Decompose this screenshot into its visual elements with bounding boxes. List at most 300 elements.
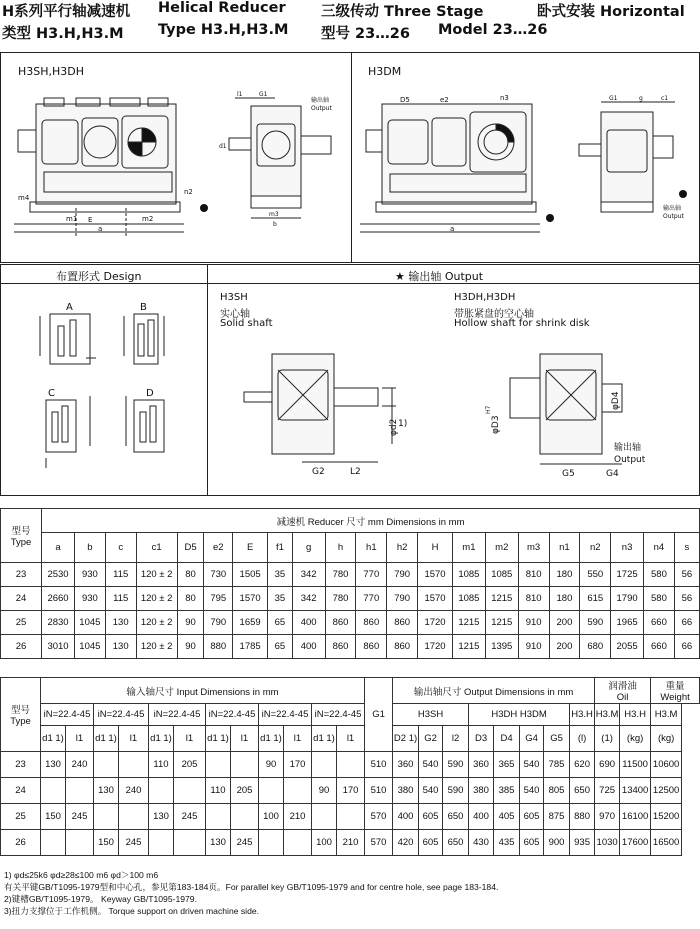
t2-cell: 605 <box>520 804 544 830</box>
t2-output-col-header: G5 <box>544 726 570 752</box>
t1-cell: 580 <box>644 587 675 611</box>
dim-a-label: a <box>98 225 103 233</box>
t2-row-type: 23 <box>1 752 41 778</box>
t2-cell <box>119 752 149 778</box>
t1-cell: 90 <box>177 611 204 635</box>
t2-cell: 605 <box>419 804 443 830</box>
t2-cell: 130 <box>41 752 66 778</box>
t2-cell: 385 <box>494 778 520 804</box>
t2-cell: 10600 <box>651 752 682 778</box>
t1-cell: 1570 <box>418 587 453 611</box>
t2-cell: 150 <box>94 830 119 856</box>
t1-type-header <box>1 509 42 563</box>
t1-cell: 615 <box>580 587 611 611</box>
gearbox-side-view-right <box>565 92 695 232</box>
t2-input-col-header: d1 1) <box>312 726 337 752</box>
label-note1: 1) <box>398 419 408 429</box>
t1-cell: 120 ± 2 <box>136 611 177 635</box>
t2-unit-header: (kg) <box>620 726 651 752</box>
t1-cell: 1785 <box>233 635 268 659</box>
t2-cell: 15200 <box>651 804 682 830</box>
t2-ratio-2: iN=22.4-45 <box>94 704 149 726</box>
t1-col-header: h1 <box>356 533 387 563</box>
t2-cell: 400 <box>469 804 494 830</box>
t2-cell: 110 <box>206 778 231 804</box>
t2-cell: 570 <box>365 804 393 830</box>
t1-cell: 2530 <box>42 563 75 587</box>
t2-cell <box>149 778 174 804</box>
t1-cell: 200 <box>549 635 580 659</box>
design-letter-d: D <box>146 388 154 399</box>
t2-cell: 650 <box>443 830 469 856</box>
design-letter-c: C <box>48 388 55 399</box>
footnote-1b: 有关平键GB/T1095-1979型和中心孔，参见第183-184页。For parallel key GB/T1095-1979 and for centre hole, see page 183-184. <box>4 882 499 892</box>
t1-cell: 930 <box>74 563 105 587</box>
t2-unit-header: (l) <box>570 726 595 752</box>
t2-oil-col-m: H3.M <box>595 704 620 726</box>
t2-output-col-header: G4 <box>520 726 544 752</box>
t2-cell: 405 <box>494 804 520 830</box>
t1-cell: 120 ± 2 <box>136 635 177 659</box>
t1-cell: 910 <box>518 611 549 635</box>
t2-input-title: 输入轴尺寸 Input Dimensions in mm <box>41 678 365 704</box>
t2-cell: 805 <box>544 778 570 804</box>
t2-cell <box>312 752 337 778</box>
t2-cell: 150 <box>41 804 66 830</box>
t2-weight-col-h: H3.H <box>620 704 651 726</box>
t1-cell: 1045 <box>74 635 105 659</box>
t1-cell: 56 <box>674 563 699 587</box>
design-arrangements <box>30 296 190 486</box>
t2-cell: 240 <box>66 752 94 778</box>
t2-unit-header: (kg) <box>651 726 682 752</box>
t1-col-header: s <box>674 533 699 563</box>
callout-3-side <box>679 190 687 198</box>
t1-cell: 2830 <box>42 611 75 635</box>
t2-cell: 100 <box>312 830 337 856</box>
t2-cell: 360 <box>469 752 494 778</box>
t2-cell: 400 <box>393 804 419 830</box>
t2-oil-cn: 润滑油 <box>608 681 637 692</box>
t2-row <box>1 830 700 856</box>
t2-weight-title <box>651 678 700 704</box>
t1-row <box>1 587 700 611</box>
label-g2: G2 <box>312 467 325 477</box>
t2-cell: 210 <box>337 830 365 856</box>
t2-cell: 110 <box>149 752 174 778</box>
t2-cell: 540 <box>520 778 544 804</box>
t2-cell: 13400 <box>620 778 651 804</box>
t2-cell: 210 <box>284 804 312 830</box>
design-letter-b: B <box>140 302 147 313</box>
t2-cell: 1030 <box>595 830 620 856</box>
t1-cell: 780 <box>325 563 356 587</box>
t2-cell: 11500 <box>620 752 651 778</box>
t1-cell: 400 <box>292 611 325 635</box>
dim-g-label: g <box>639 95 643 102</box>
t1-cell: 115 <box>105 563 136 587</box>
t2-cell: 935 <box>570 830 595 856</box>
t1-cell: 130 <box>105 635 136 659</box>
t2-output-title: 输出轴尺寸 Output Dimensions in mm <box>393 678 595 704</box>
t2-cell: 900 <box>544 830 570 856</box>
t1-cell: 342 <box>292 587 325 611</box>
t1-cell: 880 <box>204 635 233 659</box>
t1-cell: 910 <box>518 635 549 659</box>
t2-cell: 420 <box>393 830 419 856</box>
t2-ratio-1: iN=22.4-45 <box>41 704 94 726</box>
t1-cell: 580 <box>644 563 675 587</box>
t1-type-header-cn: 型号 <box>11 526 31 537</box>
label-out-cn: 输出轴 <box>614 443 642 453</box>
t2-cell: 245 <box>66 804 94 830</box>
t2-row <box>1 778 700 804</box>
t1-col-header: n2 <box>580 533 611 563</box>
page-header <box>0 0 700 48</box>
t2-input-col-header: l1 <box>284 726 312 752</box>
t1-cell: 1085 <box>452 563 485 587</box>
t2-cell: 245 <box>231 830 259 856</box>
t2-row <box>1 804 700 830</box>
t2-h3sh: H3SH <box>393 704 469 726</box>
t2-cell: 16500 <box>651 830 682 856</box>
t2-cell <box>312 804 337 830</box>
t1-cell: 1085 <box>485 563 518 587</box>
t1-cell: 1659 <box>233 611 268 635</box>
design-title: 布置形式 Design <box>56 270 142 283</box>
t2-cell <box>94 804 119 830</box>
t1-cell: 1215 <box>452 635 485 659</box>
t1-col-header: c1 <box>136 533 177 563</box>
t1-type-header-en: Type <box>10 537 32 548</box>
t2-cell <box>94 752 119 778</box>
t2-cell: 130 <box>149 804 174 830</box>
t1-cell: 1720 <box>418 635 453 659</box>
header-model-cn: 型号 23…26 <box>321 26 410 42</box>
t2-cell <box>206 804 231 830</box>
t2-output-col-header: D2 1) <box>393 726 419 752</box>
callout-3-right <box>546 214 554 222</box>
header-series-cn: H系列平行轴减速机 <box>2 4 131 20</box>
t2-cell: 650 <box>443 804 469 830</box>
t1-cell: 1395 <box>485 635 518 659</box>
t1-cell: 80 <box>177 587 204 611</box>
label-d4: φD4 <box>611 391 621 410</box>
t1-cell: 65 <box>268 611 293 635</box>
header-mount: 卧式安装 Horizontal <box>537 4 685 20</box>
t1-col-header: n4 <box>644 533 675 563</box>
t2-oil-title <box>595 678 651 704</box>
dim-a-label-right: a <box>450 225 455 233</box>
t1-col-header: n1 <box>549 533 580 563</box>
t2-cell <box>231 804 259 830</box>
t2-cell: 360 <box>393 752 419 778</box>
t1-cell: 790 <box>387 587 418 611</box>
dim-g1-label-right: G1 <box>609 95 618 102</box>
label-d3: φD3 <box>491 415 501 434</box>
t1-cell: 790 <box>387 563 418 587</box>
t2-cell: 130 <box>206 830 231 856</box>
header-type-cn: 类型 H3.H,H3.M <box>2 26 124 42</box>
label-g4: G4 <box>606 469 619 479</box>
t1-col-header: h <box>325 533 356 563</box>
t2-row <box>1 752 700 778</box>
t2-cell <box>259 830 284 856</box>
t1-cell: 730 <box>204 563 233 587</box>
footnote-1: 1) φd≤25k6 φd≥28≤100 m6 φd＞100 m6 <box>4 870 159 880</box>
t2-output-col-header: l2 <box>443 726 469 752</box>
output-label-en-right: Output <box>663 213 684 220</box>
t2-cell: 12500 <box>651 778 682 804</box>
t2-input-col-header: l1 <box>337 726 365 752</box>
t2-cell: 100 <box>259 804 284 830</box>
t2-unit-header: (1) <box>595 726 620 752</box>
t2-input-col-header: l1 <box>231 726 259 752</box>
t1-col-header: D5 <box>177 533 204 563</box>
t2-output-col-header: G2 <box>419 726 443 752</box>
t2-cell <box>284 830 312 856</box>
t2-ratio-4: iN=22.4-45 <box>206 704 259 726</box>
t1-cell: 400 <box>292 635 325 659</box>
t1-cell: 860 <box>356 611 387 635</box>
t2-cell: 380 <box>469 778 494 804</box>
t2-cell: 17600 <box>620 830 651 856</box>
t2-cell: 245 <box>174 804 206 830</box>
shaft-dimensions-table <box>0 677 700 856</box>
t1-cell: 35 <box>268 587 293 611</box>
t2-cell: 690 <box>595 752 620 778</box>
header-stage: 三级传动 Three Stage <box>321 4 484 20</box>
t2-cell: 90 <box>259 752 284 778</box>
output-left-title: H3SH <box>220 292 248 303</box>
t2-cell <box>284 778 312 804</box>
t1-cell: 115 <box>105 587 136 611</box>
t1-col-header: f1 <box>268 533 293 563</box>
output-right-title: H3DH,H3DH <box>454 292 516 303</box>
t2-input-col-header: d1 1) <box>206 726 231 752</box>
t2-cell: 540 <box>419 778 443 804</box>
t1-cell: 130 <box>105 611 136 635</box>
t1-col-header: H <box>418 533 453 563</box>
t2-type-header-cn: 型号 <box>10 705 30 716</box>
t1-cell: 860 <box>325 611 356 635</box>
t2-oil-col-h: H3.H <box>570 704 595 726</box>
t2-input-col-header: d1 1) <box>41 726 66 752</box>
t2-cell: 240 <box>119 778 149 804</box>
output-right-cn: 带胀紧盘的空心轴 <box>454 309 534 320</box>
dim-b-label: b <box>273 221 277 228</box>
t1-cell: 35 <box>268 563 293 587</box>
label-g5: G5 <box>562 469 575 479</box>
t1-cell: 790 <box>204 611 233 635</box>
t1-cell: 680 <box>580 635 611 659</box>
footnotes <box>4 869 700 917</box>
gearbox-front-view-left <box>14 90 214 240</box>
t2-ratio-5: iN=22.4-45 <box>259 704 312 726</box>
t1-cell: 2055 <box>611 635 644 659</box>
t2-cell: 170 <box>284 752 312 778</box>
t2-input-col-header: d1 1) <box>94 726 119 752</box>
t1-cell: 770 <box>356 563 387 587</box>
t1-row <box>1 635 700 659</box>
t1-cell: 860 <box>387 635 418 659</box>
footnote-3: 3)扭力支撑位于工作机侧。 Torque support on driven machine side. <box>4 906 260 916</box>
t1-cell: 795 <box>204 587 233 611</box>
t1-cell: 80 <box>177 563 204 587</box>
dim-n2-label: n2 <box>184 188 193 196</box>
t1-cell: 66 <box>674 635 699 659</box>
t1-cell: 1085 <box>452 587 485 611</box>
callout-3-left <box>200 204 208 212</box>
dim-e-label: E <box>88 216 93 224</box>
label-l2: L2 <box>350 467 361 477</box>
t1-cell: 810 <box>518 563 549 587</box>
t2-cell <box>231 752 259 778</box>
t2-input-col-header: d1 1) <box>149 726 174 752</box>
hollow-shaft-drawing <box>470 344 670 484</box>
t1-title: 减速机 Reducer 尺寸 mm Dimensions in mm <box>42 509 700 533</box>
t2-output-col-header: D3 <box>469 726 494 752</box>
dim-d1-label: d1 <box>219 143 227 150</box>
solid-shaft-drawing <box>232 344 432 484</box>
t2-cell <box>66 778 94 804</box>
t1-cell: 1570 <box>418 563 453 587</box>
t2-cell: 605 <box>520 830 544 856</box>
t1-cell: 860 <box>325 635 356 659</box>
t2-cell: 380 <box>393 778 419 804</box>
t1-cell: 1570 <box>233 587 268 611</box>
dim-n3-label: n3 <box>500 94 509 102</box>
t2-cell: 16100 <box>620 804 651 830</box>
t2-type-header <box>1 678 41 752</box>
dim-e2-label: e2 <box>440 96 449 104</box>
dim-d5-label: D5 <box>400 96 410 104</box>
t2-cell: 785 <box>544 752 570 778</box>
t2-cell: 430 <box>469 830 494 856</box>
t1-cell: 590 <box>580 611 611 635</box>
t2-weight-col-m: H3.M <box>651 704 682 726</box>
t1-cell: 860 <box>387 611 418 635</box>
t2-cell <box>174 830 206 856</box>
t2-row-type: 26 <box>1 830 41 856</box>
t2-cell <box>119 804 149 830</box>
t2-cell: 650 <box>570 778 595 804</box>
t1-cell: 660 <box>644 635 675 659</box>
t2-cell: 880 <box>570 804 595 830</box>
header-series-en: Helical Reducer <box>158 0 286 16</box>
header-type-en: Type H3.H,H3.M <box>158 22 289 38</box>
t2-cell <box>174 778 206 804</box>
t2-weight-cn: 重量 <box>665 681 685 692</box>
t2-cell <box>259 778 284 804</box>
t2-cell: 875 <box>544 804 570 830</box>
t1-row <box>1 611 700 635</box>
t1-cell: 930 <box>74 587 105 611</box>
t2-input-col-header: l1 <box>174 726 206 752</box>
t1-cell: 1215 <box>485 611 518 635</box>
gearbox-side-view-left <box>215 92 345 232</box>
reducer-dimensions-table <box>0 508 700 659</box>
t2-row-type: 24 <box>1 778 41 804</box>
t2-cell <box>337 804 365 830</box>
t2-row-type: 25 <box>1 804 41 830</box>
t1-row-type: 23 <box>1 563 42 587</box>
t1-cell: 180 <box>549 563 580 587</box>
t2-cell: 590 <box>443 752 469 778</box>
footnote-2: 2)键槽GB/T1095-1979。 Keyway GB/T1095-1979. <box>4 894 197 904</box>
t2-cell: 540 <box>419 752 443 778</box>
t2-cell <box>41 830 66 856</box>
dim-m4-label: m4 <box>18 194 30 202</box>
drawing-right-title: H3DM <box>368 65 402 78</box>
t2-cell: 510 <box>365 778 393 804</box>
t1-row-type: 24 <box>1 587 42 611</box>
t2-input-col-header: l1 <box>66 726 94 752</box>
t2-cell: 725 <box>595 778 620 804</box>
t2-cell: 130 <box>94 778 119 804</box>
t2-cell: 205 <box>174 752 206 778</box>
t1-cell: 1215 <box>485 587 518 611</box>
t2-weight-en: Weight <box>660 692 690 703</box>
dim-c1-label: c1 <box>661 95 669 102</box>
t2-ratio-3: iN=22.4-45 <box>149 704 206 726</box>
t2-h3dh: H3DH H3DM <box>469 704 570 726</box>
t1-col-header: m2 <box>485 533 518 563</box>
t2-cell <box>41 778 66 804</box>
drawing-left-title: H3SH,H3DH <box>18 65 85 78</box>
label-out-en: Output <box>614 455 646 465</box>
t2-cell: 510 <box>365 752 393 778</box>
t1-row <box>1 563 700 587</box>
t1-cell: 1965 <box>611 611 644 635</box>
t1-cell: 780 <box>325 587 356 611</box>
t1-col-header: h2 <box>387 533 418 563</box>
label-h7: H7 <box>485 405 492 414</box>
t2-cell: 605 <box>419 830 443 856</box>
t2-cell: 570 <box>365 830 393 856</box>
output-label-cn-left: 输出轴 <box>311 97 330 104</box>
t1-col-header: a <box>42 533 75 563</box>
t1-col-header: E <box>233 533 268 563</box>
t1-col-header: c <box>105 533 136 563</box>
t1-cell: 810 <box>518 587 549 611</box>
label-d2: φd2 <box>389 418 399 436</box>
t2-input-col-header: l1 <box>119 726 149 752</box>
t1-col-header: m1 <box>452 533 485 563</box>
t1-col-header: g <box>292 533 325 563</box>
t2-cell: 620 <box>570 752 595 778</box>
t2-ratio-6: iN=22.4-45 <box>312 704 365 726</box>
t1-cell: 66 <box>674 611 699 635</box>
header-model-en: Model 23…26 <box>438 22 548 38</box>
t1-cell: 90 <box>177 635 204 659</box>
t2-input-col-header: d1 1) <box>259 726 284 752</box>
t1-row-type: 26 <box>1 635 42 659</box>
t1-cell: 1720 <box>418 611 453 635</box>
t1-cell: 120 ± 2 <box>136 563 177 587</box>
t1-cell: 120 ± 2 <box>136 587 177 611</box>
t2-cell: 540 <box>520 752 544 778</box>
t1-cell: 1725 <box>611 563 644 587</box>
t2-g1: G1 <box>365 678 393 752</box>
t1-cell: 56 <box>674 587 699 611</box>
t2-type-header-en: Type <box>10 716 31 727</box>
t1-cell: 1790 <box>611 587 644 611</box>
t1-cell: 1505 <box>233 563 268 587</box>
t1-col-header: n3 <box>611 533 644 563</box>
t2-cell: 170 <box>337 778 365 804</box>
t2-cell: 590 <box>443 778 469 804</box>
